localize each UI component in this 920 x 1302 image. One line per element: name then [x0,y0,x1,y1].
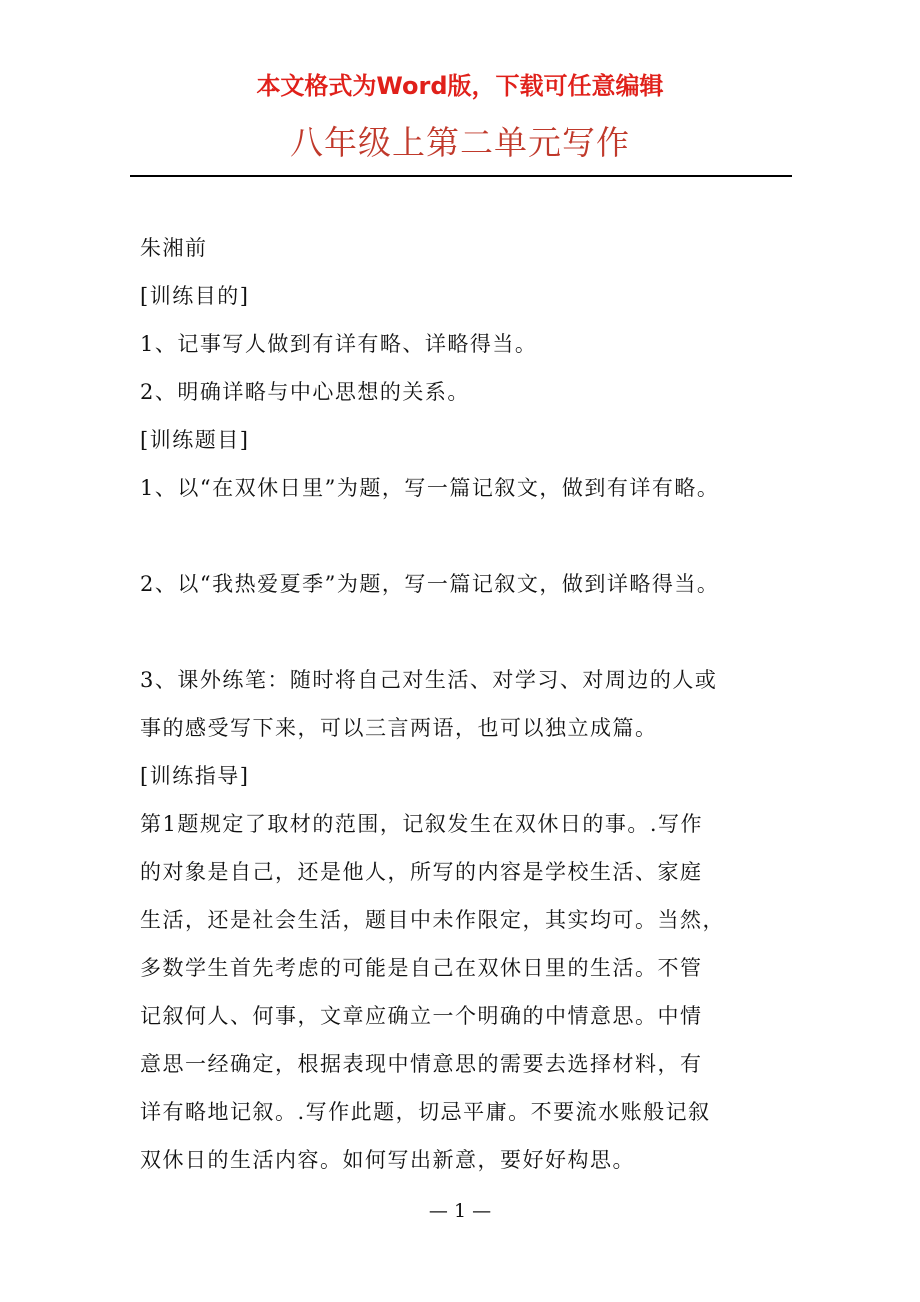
format-notice: 本文格式为Word版，下载可任意编辑 [256,72,664,100]
guidance-paragraph-line: 双休日的生活内容。如何写出新意，要好好构思。 [140,1148,635,1172]
title-divider [130,175,792,177]
purpose-item-2: 2、明确详略与中心思想的关系。 [140,380,470,404]
page-number: — 1 — [428,1200,492,1222]
section-heading-guidance: [训练指导] [140,764,250,788]
guidance-paragraph-line: 记叙何人、何事，文章应确立一个明确的中情意思。中情 [140,1004,703,1028]
guidance-paragraph-line: 详有略地记叙。.写作此题，切忌平庸。不要流水账般记叙 [140,1100,711,1124]
topic-item-3-line-2: 事的感受写下来，可以三言两语，也可以独立成篇。 [140,716,658,740]
guidance-paragraph-line: 意思一经确定，根据表现中情意思的需要去选择材料，有 [140,1052,703,1076]
page-title: 八年级上第二单元写作 [290,123,630,162]
purpose-item-1: 1、记事写人做到有详有略、详略得当。 [140,332,538,356]
topic-item-1: 1、以“在双休日里”为题，写一篇记叙文，做到有详有略。 [140,476,720,500]
author-name: 朱湘前 [140,236,208,260]
section-heading-topics: [训练题目] [140,428,250,452]
topic-item-3-line-1: 3、课外练笔：随时将自己对生活、对学习、对周边的人或 [140,668,718,692]
guidance-paragraph-line: 的对象是自己，还是他人，所写的内容是学校生活、家庭 [140,860,703,884]
guidance-paragraph-line: 生活，还是社会生活，题目中未作限定，其实均可。当然， [140,908,725,932]
topic-item-2: 2、以“我热爱夏季”为题，写一篇记叙文，做到详略得当。 [140,572,720,596]
document-body [140,224,790,1184]
guidance-paragraph-line: 多数学生首先考虑的可能是自己在双休日里的生活。不管 [140,956,703,980]
guidance-paragraph-line: 第1题规定了取材的范围，记叙发生在双休日的事。.写作 [140,812,704,836]
section-heading-purpose: [训练目的] [140,284,250,308]
